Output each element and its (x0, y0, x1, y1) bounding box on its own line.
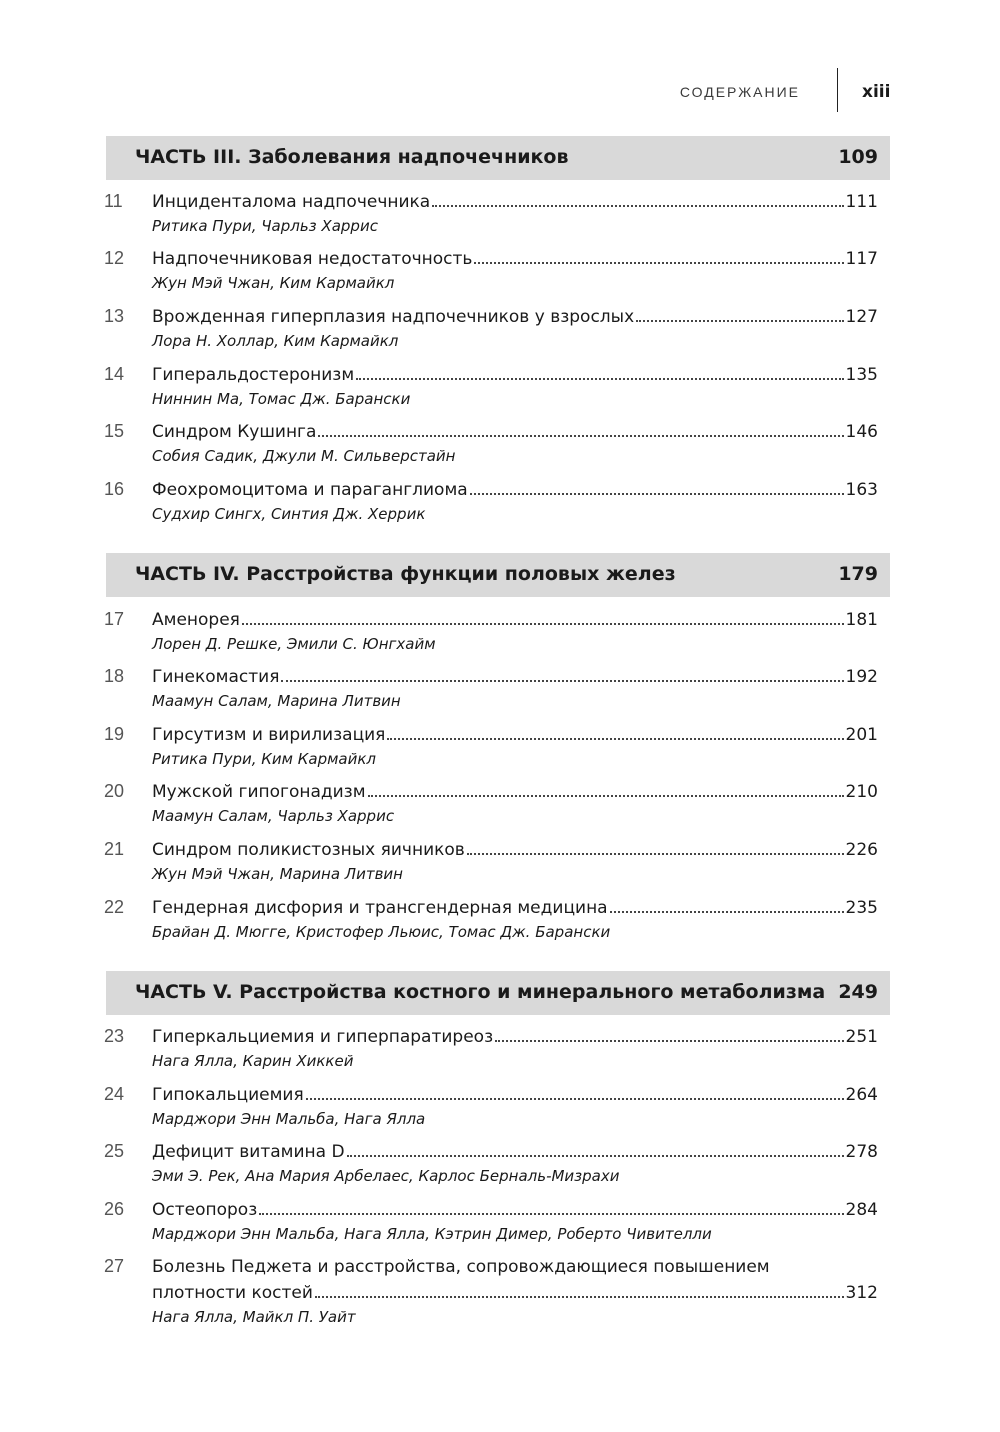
dot-leader (610, 911, 844, 913)
chapter-page: 284 (845, 1200, 878, 1220)
chapter-title-line (152, 724, 878, 746)
chapter-page: 135 (845, 365, 878, 385)
chapter-title: Мужской гипогонадизм (152, 782, 366, 802)
toc-entry[interactable] (0, 609, 1000, 665)
chapter-title-line (152, 421, 878, 443)
chapter-title: Гипокальциемия (152, 1085, 304, 1105)
dot-leader (636, 320, 843, 322)
chapter-title: Гирсутизм и вирилизация (152, 725, 386, 745)
chapter-authors: Ниннин Ма, Томас Дж. Барански (152, 390, 411, 408)
chapter-title: Гендерная дисфория и трансгендерная медицина (152, 898, 608, 918)
chapter-authors: Собия Садик, Джули М. Сильверстайн (152, 447, 456, 465)
chapter-authors: Ритика Пури, Чарльз Харрис (152, 217, 378, 235)
chapter-authors: Нага Ялла, Майкл П. Уайт (152, 1308, 356, 1326)
chapter-title-line (152, 191, 878, 213)
chapter-page: 181 (845, 610, 878, 630)
chapter-page: 192 (845, 667, 878, 687)
chapter-title: Гиперальдостеронизм (152, 365, 355, 385)
chapter-authors: Брайан Д. Мюгге, Кристофер Льюис, Томас Дж. Барански (152, 923, 611, 941)
chapter-title-line (152, 839, 878, 861)
chapter-title-line (152, 1282, 878, 1304)
part-page: 249 (838, 981, 878, 1003)
chapter-title: Аменорея (152, 610, 240, 630)
chapter-title-line (152, 306, 878, 328)
toc-entry[interactable] (0, 306, 1000, 362)
chapter-title-line (152, 1141, 878, 1163)
chapter-title-line (152, 364, 878, 386)
chapter-number: 21 (104, 839, 125, 859)
chapter-title: Врожденная гиперплазия надпочечников у взрослых (152, 307, 635, 327)
chapter-number: 26 (104, 1199, 125, 1219)
part-page: 109 (838, 146, 878, 168)
chapter-title: Феохромоцитома и параганглиома (152, 480, 468, 500)
chapter-title: Синдром поликистозных яичников (152, 840, 465, 860)
chapter-page: 235 (845, 898, 878, 918)
toc-entry[interactable] (0, 1141, 1000, 1197)
toc-entry[interactable] (0, 1084, 1000, 1140)
chapter-number: 22 (104, 897, 125, 917)
toc-entry[interactable] (0, 897, 1000, 953)
toc-entry[interactable] (0, 839, 1000, 895)
chapter-number: 14 (104, 364, 125, 384)
chapter-authors: Ритика Пури, Ким Кармайкл (152, 750, 377, 768)
chapter-title: Остеопороз (152, 1200, 258, 1220)
toc-entry[interactable] (0, 1026, 1000, 1082)
dot-leader (467, 853, 844, 855)
dot-leader (281, 680, 843, 682)
chapter-page: 226 (845, 840, 878, 860)
dot-leader (315, 1296, 844, 1298)
chapter-page: 312 (845, 1283, 878, 1303)
chapter-authors: Лорен Д. Решке, Эмили С. Юнгхайм (152, 635, 436, 653)
toc-entry[interactable] (0, 666, 1000, 722)
chapter-number: 16 (104, 479, 125, 499)
chapter-number: 23 (104, 1026, 125, 1046)
chapter-page: 146 (845, 422, 878, 442)
chapter-page: 278 (845, 1142, 878, 1162)
chapter-title: Гиперкальциемия и гиперпаратиреоз (152, 1027, 494, 1047)
chapter-page: 117 (845, 249, 878, 269)
chapter-title-line (152, 479, 878, 501)
dot-leader (387, 738, 843, 740)
toc-entry[interactable] (0, 781, 1000, 837)
dot-leader (495, 1040, 843, 1042)
chapter-authors: Жун Мэй Чжан, Марина Литвин (152, 865, 403, 883)
part-page: 179 (838, 563, 878, 585)
chapter-title-line (152, 1199, 878, 1221)
chapter-title: Инциденталома надпочечника (152, 192, 431, 212)
chapter-title: Надпочечниковая недостаточность (152, 249, 473, 269)
chapter-page: 201 (845, 725, 878, 745)
chapter-authors: Марджори Энн Мальба, Нага Ялла (152, 1110, 426, 1128)
chapter-number: 19 (104, 724, 125, 744)
chapter-title-line (152, 248, 878, 270)
header-divider (837, 68, 838, 112)
chapter-authors: Нага Ялла, Карин Хиккей (152, 1052, 354, 1070)
chapter-title: Гинекомастия (152, 667, 280, 687)
chapter-page: 127 (845, 307, 878, 327)
chapter-title-line (152, 781, 878, 803)
chapter-page: 264 (845, 1085, 878, 1105)
dot-leader (368, 795, 844, 797)
dot-leader (470, 493, 844, 495)
dot-leader (474, 262, 843, 264)
part-title: ЧАСТЬ IV. Расстройства функции половых желез (135, 563, 676, 585)
chapter-authors: Жун Мэй Чжан, Ким Кармайкл (152, 274, 395, 292)
chapter-title-first-line: Болезнь Педжета и расстройства, сопровождающиеся повышением (152, 1257, 770, 1277)
chapter-number: 20 (104, 781, 125, 801)
toc-entry[interactable] (0, 421, 1000, 477)
part-title: ЧАСТЬ III. Заболевания надпочечников (135, 146, 569, 168)
chapter-title-line (152, 1026, 878, 1048)
chapter-number: 13 (104, 306, 125, 326)
chapter-title-line (152, 897, 878, 919)
dot-leader (242, 623, 844, 625)
chapter-number: 24 (104, 1084, 125, 1104)
toc-entry[interactable] (0, 1199, 1000, 1255)
chapter-number: 25 (104, 1141, 125, 1161)
toc-entry[interactable] (0, 248, 1000, 304)
chapter-title-line (152, 1084, 878, 1106)
dot-leader (306, 1098, 844, 1100)
chapter-title: Синдром Кушинга (152, 422, 317, 442)
chapter-page: 210 (845, 782, 878, 802)
chapter-authors: Судхир Сингх, Синтия Дж. Херрик (152, 505, 426, 523)
chapter-number: 18 (104, 666, 125, 686)
chapter-authors: Лора Н. Холлар, Ким Кармайкл (152, 332, 399, 350)
chapter-authors: Маамун Салам, Марина Литвин (152, 692, 401, 710)
toc-entry[interactable] (0, 191, 1000, 247)
running-head: СОДЕРЖАНИЕ (679, 84, 800, 100)
toc-entry[interactable] (0, 479, 1000, 535)
chapter-title-line (152, 666, 878, 688)
chapter-number: 15 (104, 421, 125, 441)
chapter-number: 27 (104, 1256, 125, 1276)
chapter-title: плотности костей (152, 1283, 313, 1303)
dot-leader (432, 205, 843, 207)
chapter-number: 12 (104, 248, 125, 268)
chapter-authors: Маамун Салам, Чарльз Харрис (152, 807, 395, 825)
dot-leader (356, 378, 843, 380)
part-title: ЧАСТЬ V. Расстройства костного и минерального метаболизма (135, 981, 826, 1003)
dot-leader (259, 1213, 843, 1215)
dot-leader (318, 435, 843, 437)
page-header (0, 64, 1000, 116)
chapter-number: 11 (104, 191, 123, 211)
chapter-title-line (152, 609, 878, 631)
dot-leader (347, 1155, 844, 1157)
chapter-number: 17 (104, 609, 125, 629)
toc-entry[interactable] (0, 1256, 1000, 1336)
chapter-page: 163 (845, 480, 878, 500)
toc-entry[interactable] (0, 364, 1000, 420)
chapter-page: 251 (845, 1027, 878, 1047)
toc-entry[interactable] (0, 724, 1000, 780)
chapter-authors: Марджори Энн Мальба, Нага Ялла, Кэтрин Димер, Роберто Чивителли (152, 1225, 712, 1243)
chapter-page: 111 (845, 192, 878, 212)
chapter-authors: Эми Э. Рек, Ана Мария Арбелаес, Карлос Берналь-Мизрахи (152, 1167, 620, 1185)
page-number: xiii (862, 82, 891, 102)
chapter-title: Дефицит витамина D (152, 1142, 345, 1162)
